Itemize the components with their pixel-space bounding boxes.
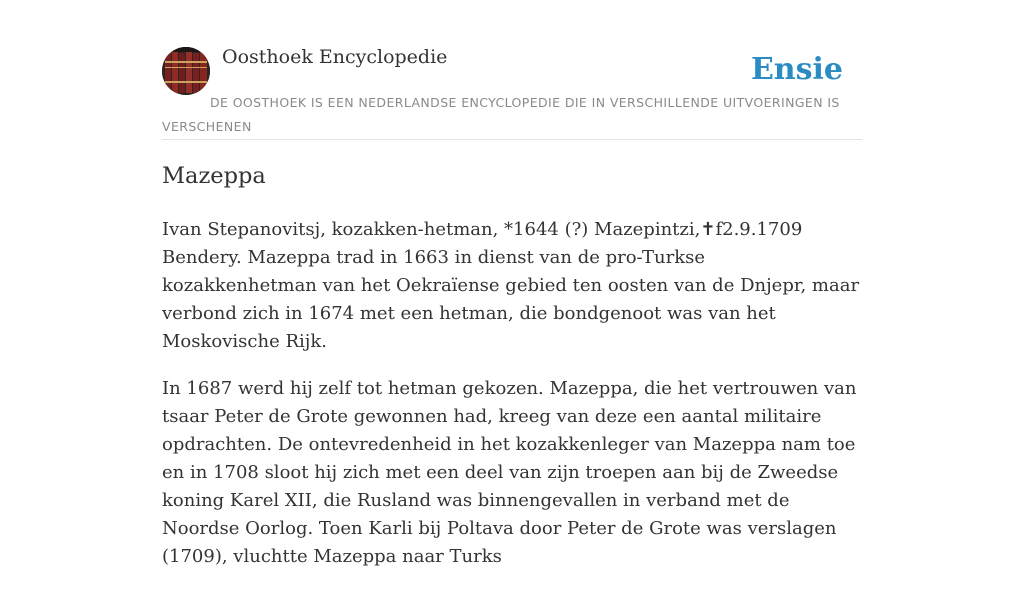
book-title-link[interactable]: Oosthoek Encyclopedie [222,46,448,68]
book-avatar[interactable] [162,47,210,95]
page-container [162,0,862,567]
book-header [162,0,862,140]
article-body [162,216,862,590]
encyclopedia-books-icon [162,47,210,95]
book-tagline: DE OOSTHOEK IS EEN NEDERLANDSE ENCYCLOPEDIE DIE IN VERSCHILLENDE UITVOERINGEN IS VERSCHENEN [162,95,840,134]
ensie-logo-link[interactable]: Ensie [750,52,843,87]
page-title: Mazeppa [162,163,266,189]
article-paragraph: Ivan Stepanovitsj, kozakken-hetman, *1644 (?) Mazepintzi,✝f2.9.1709 Bendery. Mazeppa trad in 1663 in dienst van de pro-Turkse kozakkenhetman van het Oekraïense gebied ten oosten van de Dnjepr, maar verbond zich in 1674 met een hetman, die bondgenoot was van het Moskovische Rijk. [162,219,860,352]
article-paragraph: In 1687 werd hij zelf tot hetman gekozen. Mazeppa, die het vertrouwen van tsaar Peter de Grote gewonnen had, kreeg van deze een aantal militaire opdrachten. De ontevredenheid in het kozakkenleger van Mazeppa nam toe en in 1708 sloot hij zich met een deel van zijn troepen aan bij de Zweedse koning Karel XII, die Rusland was binnengevallen in verband met de Noordse Oorlog. Toen Karli bij Poltava door Peter de Grote was verslagen (1709), vluchtte Mazeppa naar Turks [162,378,857,567]
